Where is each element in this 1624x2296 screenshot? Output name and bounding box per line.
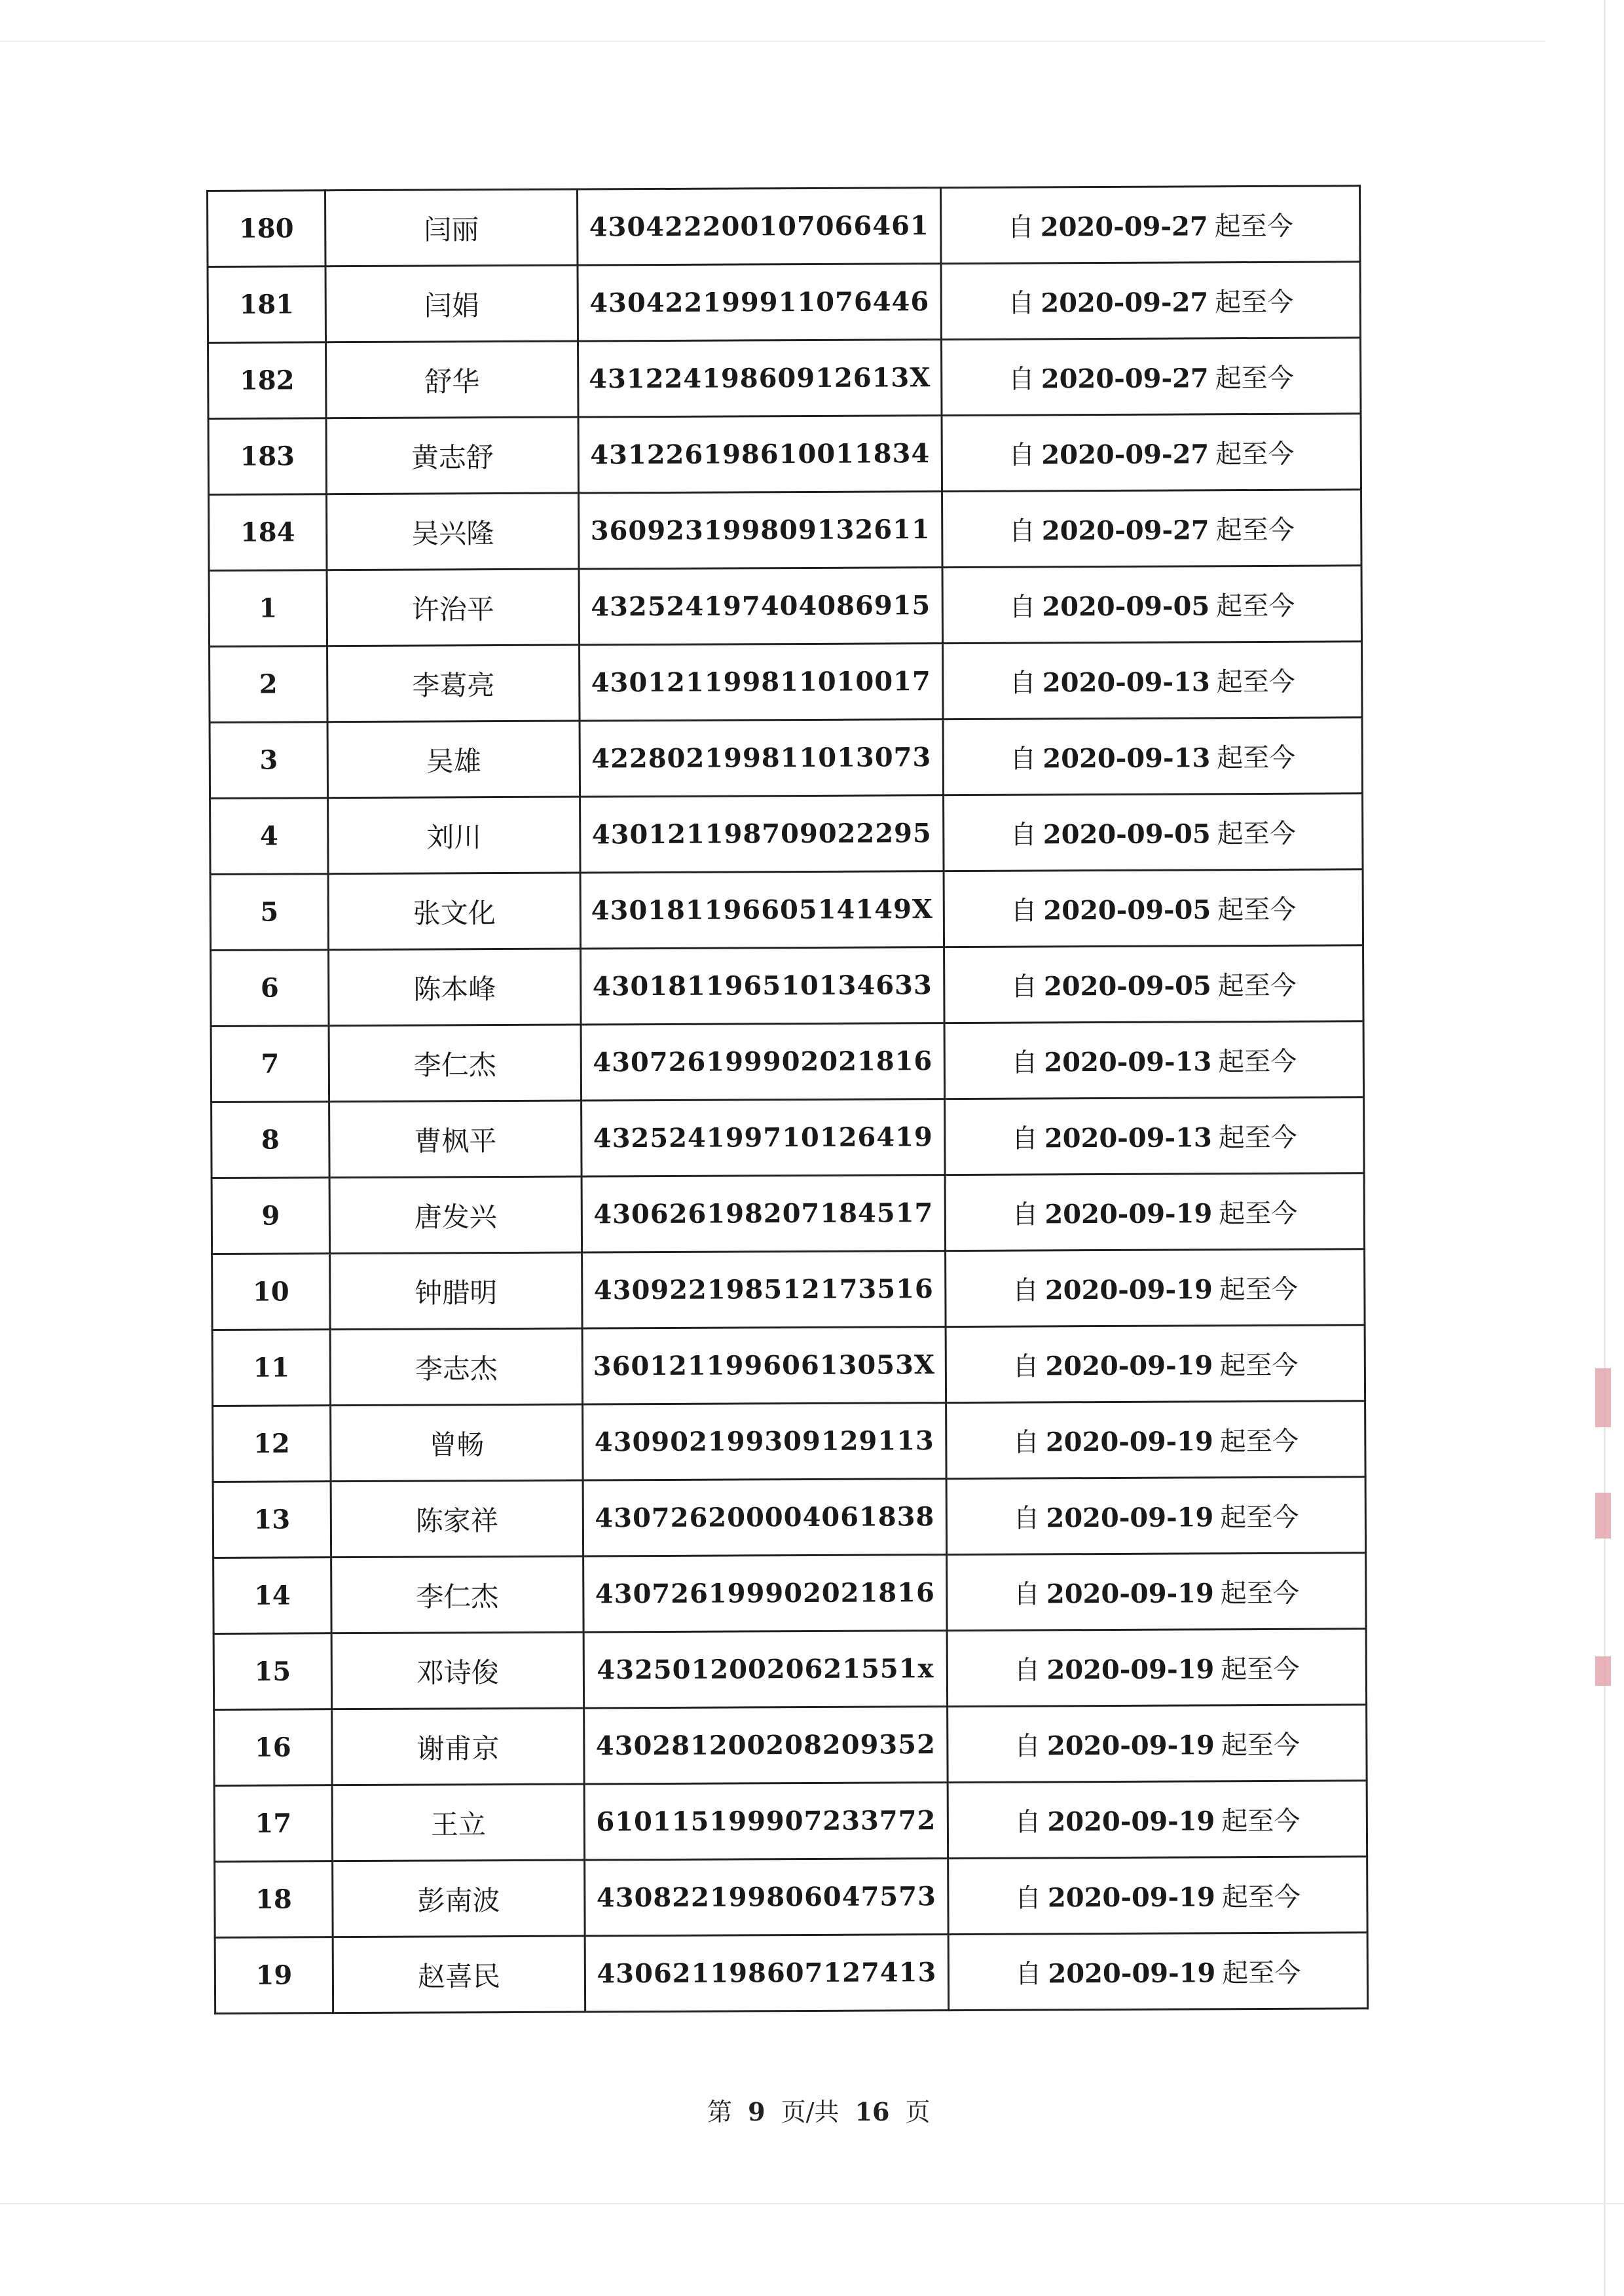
- start-date: 2020-09-13: [1044, 1122, 1212, 1154]
- date-suffix: 起至今: [1216, 591, 1295, 622]
- date-suffix: 起至今: [1215, 439, 1295, 470]
- date-suffix: 起至今: [1218, 1046, 1297, 1078]
- person-name-cell: 陈本峰: [329, 949, 581, 1026]
- row-number-cell: 14: [213, 1558, 332, 1634]
- row-number-cell: 183: [208, 418, 327, 495]
- date-suffix: 起至今: [1217, 970, 1297, 1002]
- date-range-cell: [944, 793, 1363, 871]
- table-row: [210, 718, 1362, 799]
- table-row: [212, 1173, 1364, 1254]
- table-row: [209, 490, 1361, 571]
- start-date: 2020-09-27: [1041, 515, 1209, 547]
- date-prefix: 自: [1010, 972, 1037, 1002]
- date-prefix: 自: [1015, 1959, 1042, 1990]
- table-row: [214, 1781, 1367, 1862]
- table-row: [212, 1097, 1364, 1178]
- row-number-cell: 8: [212, 1102, 330, 1178]
- date-prefix: 自: [1008, 364, 1035, 395]
- date-range-cell: [948, 1857, 1368, 1935]
- id-number-cell: 430726199902021816: [583, 1555, 948, 1632]
- table-row: [208, 338, 1361, 419]
- seal-fragment-icon: [1595, 1368, 1611, 1427]
- row-number-cell: 17: [214, 1785, 333, 1862]
- row-number-cell: 4: [210, 798, 329, 875]
- person-name-cell: 彭南波: [333, 1860, 585, 1937]
- table-row: [213, 1477, 1365, 1558]
- date-prefix: 自: [1008, 516, 1035, 547]
- row-number-cell: 18: [215, 1861, 333, 1938]
- id-number-cell: 610115199907233772: [584, 1783, 948, 1860]
- date-prefix: 自: [1010, 896, 1037, 926]
- roster-table-wrapper: [206, 185, 1367, 2014]
- table-row: [213, 1401, 1365, 1482]
- date-prefix: 自: [1013, 1503, 1040, 1534]
- date-suffix: 起至今: [1221, 1806, 1301, 1837]
- date-range-cell: [948, 1705, 1367, 1783]
- table-row: [212, 1249, 1365, 1330]
- table-row: [212, 1325, 1365, 1406]
- date-suffix: 起至今: [1221, 1882, 1301, 1913]
- table-row: [214, 1705, 1367, 1786]
- person-name-cell: 李仁杰: [329, 1025, 581, 1102]
- person-name-cell: 张文化: [328, 873, 581, 950]
- date-range-cell: [942, 566, 1362, 644]
- date-suffix: 起至今: [1217, 818, 1296, 850]
- start-date: 2020-09-27: [1040, 211, 1208, 243]
- footer-prefix: 第: [707, 2098, 733, 2126]
- table-row: [210, 869, 1363, 951]
- person-name-cell: 闫娟: [325, 265, 578, 342]
- start-date: 2020-09-19: [1047, 1882, 1215, 1914]
- person-name-cell: 李志杰: [330, 1328, 583, 1406]
- start-date: 2020-09-19: [1045, 1426, 1213, 1458]
- date-suffix: 起至今: [1219, 1274, 1298, 1305]
- date-range-cell: [944, 1021, 1364, 1099]
- table-row: [211, 945, 1363, 1027]
- table-row: [208, 262, 1360, 343]
- id-number-cell: 43250120020621551x: [583, 1631, 948, 1708]
- date-suffix: 起至今: [1219, 1350, 1299, 1381]
- table-row: [208, 186, 1360, 267]
- person-name-cell: 钟腊明: [330, 1252, 583, 1330]
- date-prefix: 自: [1014, 1731, 1041, 1762]
- id-number-cell: 430626198207184517: [581, 1175, 946, 1252]
- date-range-cell: [944, 945, 1364, 1023]
- date-range-cell: [948, 1933, 1368, 2011]
- date-suffix: 起至今: [1220, 1578, 1299, 1609]
- row-number-cell: 9: [212, 1178, 330, 1254]
- person-name-cell: 舒华: [326, 341, 579, 418]
- id-number-cell: 430121198709022295: [580, 795, 944, 873]
- person-name-cell: 谢甫京: [332, 1708, 585, 1785]
- person-name-cell: 赵喜民: [333, 1936, 585, 2013]
- person-name-cell: 李葛亮: [327, 645, 580, 722]
- date-range-cell: [947, 1553, 1367, 1631]
- date-suffix: 起至今: [1221, 1654, 1300, 1685]
- person-name-cell: 黄志舒: [326, 417, 579, 494]
- date-suffix: 起至今: [1219, 1198, 1298, 1230]
- person-name-cell: 闫丽: [325, 189, 578, 266]
- roster-table-body: [208, 186, 1368, 2014]
- row-number-cell: 181: [208, 266, 326, 343]
- start-date: 2020-09-27: [1041, 363, 1209, 395]
- person-name-cell: 刘川: [328, 797, 581, 874]
- date-suffix: 起至今: [1221, 1730, 1300, 1761]
- person-name-cell: 唐发兴: [329, 1176, 582, 1254]
- person-name-cell: 王立: [332, 1784, 585, 1861]
- date-prefix: 自: [1012, 1351, 1039, 1382]
- date-range-cell: [944, 869, 1363, 947]
- date-prefix: 自: [1012, 1275, 1039, 1306]
- row-number-cell: 2: [210, 646, 328, 723]
- start-date: 2020-09-19: [1046, 1502, 1214, 1534]
- start-date: 2020-09-05: [1043, 970, 1211, 1002]
- footer-suffix: 页: [905, 2098, 931, 2126]
- date-range-cell: [946, 1325, 1365, 1403]
- date-suffix: 起至今: [1217, 894, 1297, 926]
- scan-edge-top: [0, 41, 1545, 42]
- date-prefix: 自: [1009, 592, 1036, 623]
- date-range-cell: [946, 1477, 1366, 1555]
- id-number-cell: 43122419860912613X: [578, 340, 942, 417]
- person-name-cell: 吴兴隆: [327, 493, 580, 570]
- date-range-cell: [945, 1173, 1365, 1251]
- person-name-cell: 陈家祥: [331, 1480, 583, 1558]
- id-number-cell: 422802199811013073: [580, 720, 944, 797]
- date-range-cell: [942, 338, 1361, 416]
- start-date: 2020-09-19: [1045, 1350, 1213, 1382]
- row-number-cell: 6: [211, 950, 329, 1027]
- date-suffix: 起至今: [1219, 1426, 1299, 1457]
- table-row: [209, 566, 1361, 647]
- date-suffix: 起至今: [1218, 1122, 1297, 1154]
- id-number-cell: 430181196510134633: [581, 947, 945, 1025]
- start-date: 2020-09-27: [1041, 287, 1209, 319]
- footer-middle: 页/共: [781, 2098, 840, 2126]
- start-date: 2020-09-27: [1041, 439, 1209, 471]
- date-prefix: 自: [1010, 744, 1037, 774]
- id-number-cell: 430902199309129113: [583, 1403, 947, 1480]
- id-number-cell: 430822199806047573: [585, 1859, 949, 1936]
- start-date: 2020-09-05: [1043, 818, 1211, 850]
- table-row: [210, 642, 1362, 723]
- date-range-cell: [946, 1401, 1366, 1479]
- table-row: [211, 1021, 1363, 1102]
- row-number-cell: 180: [208, 191, 326, 267]
- date-prefix: 自: [1008, 288, 1035, 319]
- date-range-cell: [946, 1249, 1365, 1327]
- footer-page-number: 9: [748, 2097, 766, 2126]
- date-range-cell: [940, 186, 1360, 264]
- row-number-cell: 15: [213, 1633, 332, 1710]
- date-suffix: 起至今: [1222, 1958, 1301, 1989]
- date-range-cell: [943, 642, 1363, 720]
- page-footer: [707, 2092, 931, 2128]
- person-name-cell: 李仁杰: [331, 1556, 584, 1633]
- start-date: 2020-09-19: [1047, 1806, 1215, 1838]
- date-range-cell: [945, 1097, 1365, 1175]
- date-prefix: 自: [1011, 1123, 1038, 1154]
- date-prefix: 自: [1012, 1199, 1039, 1230]
- id-number-cell: 430726200004061838: [583, 1479, 947, 1556]
- row-number-cell: 7: [211, 1026, 329, 1102]
- date-range-cell: [943, 718, 1363, 795]
- id-number-cell: 430621198607127413: [585, 1935, 949, 2012]
- person-name-cell: 许治平: [327, 569, 580, 646]
- start-date: 2020-09-05: [1042, 591, 1210, 623]
- start-date: 2020-09-19: [1046, 1578, 1214, 1610]
- table-row: [215, 1933, 1367, 2014]
- scan-edge-right: [1604, 0, 1606, 2296]
- table-row: [208, 414, 1361, 495]
- start-date: 2020-09-19: [1044, 1198, 1213, 1230]
- date-range-cell: [947, 1629, 1367, 1707]
- start-date: 2020-09-19: [1046, 1730, 1215, 1762]
- id-number-cell: 430922198512173516: [582, 1251, 946, 1328]
- id-number-cell: 36012119960613053X: [582, 1327, 946, 1404]
- date-suffix: 起至今: [1215, 287, 1294, 318]
- row-number-cell: 182: [208, 342, 327, 419]
- roster-table: [206, 185, 1369, 2014]
- date-prefix: 自: [1014, 1807, 1041, 1838]
- row-number-cell: 13: [213, 1482, 331, 1558]
- date-prefix: 自: [1013, 1579, 1041, 1610]
- date-range-cell: [941, 262, 1361, 340]
- id-number-cell: 432524199710126419: [581, 1099, 946, 1176]
- row-number-cell: 5: [210, 874, 329, 951]
- id-number-cell: 430281200208209352: [584, 1707, 948, 1784]
- date-suffix: 起至今: [1214, 211, 1293, 242]
- footer-total-pages: 16: [855, 2097, 890, 2126]
- start-date: 2020-09-05: [1043, 894, 1211, 926]
- date-prefix: 自: [1014, 1655, 1041, 1686]
- table-row: [210, 793, 1363, 875]
- table-row: [213, 1629, 1366, 1710]
- id-number-cell: 430726199902021816: [581, 1023, 945, 1101]
- id-number-cell: 431226198610011834: [578, 416, 942, 493]
- scan-edge-bottom: [0, 2203, 1624, 2204]
- row-number-cell: 3: [210, 722, 328, 799]
- date-suffix: 起至今: [1215, 363, 1294, 394]
- id-number-cell: 360923199809132611: [579, 492, 943, 569]
- person-name-cell: 吴雄: [327, 721, 580, 798]
- date-range-cell: [942, 414, 1361, 492]
- person-name-cell: 曾畅: [331, 1404, 583, 1482]
- date-prefix: 自: [1010, 820, 1037, 850]
- row-number-cell: 12: [213, 1406, 331, 1482]
- table-row: [215, 1857, 1367, 1938]
- seal-fragment-icon: [1595, 1493, 1611, 1539]
- row-number-cell: 16: [214, 1709, 333, 1786]
- seal-fragment-icon: [1595, 1656, 1611, 1686]
- row-number-cell: 1: [209, 570, 327, 647]
- date-suffix: 起至今: [1216, 666, 1295, 698]
- row-number-cell: 184: [209, 494, 327, 571]
- date-suffix: 起至今: [1215, 515, 1295, 546]
- id-number-cell: 430121199811010017: [580, 644, 944, 721]
- date-range-cell: [948, 1781, 1367, 1859]
- row-number-cell: 10: [212, 1254, 331, 1330]
- start-date: 2020-09-13: [1044, 1046, 1212, 1078]
- start-date: 2020-09-19: [1048, 1958, 1216, 1990]
- date-prefix: 自: [1008, 440, 1035, 471]
- start-date: 2020-09-13: [1042, 666, 1210, 699]
- date-prefix: 自: [1012, 1427, 1040, 1458]
- id-number-cell: 432524197404086915: [579, 568, 943, 645]
- date-range-cell: [942, 490, 1362, 568]
- date-prefix: 自: [1009, 668, 1036, 699]
- date-prefix: 自: [1014, 1883, 1042, 1914]
- start-date: 2020-09-19: [1046, 1654, 1215, 1686]
- person-name-cell: 曹枫平: [329, 1101, 582, 1178]
- id-number-cell: 430422200107066461: [578, 188, 942, 265]
- date-prefix: 自: [1011, 1048, 1038, 1078]
- row-number-cell: 19: [215, 1937, 333, 2014]
- date-suffix: 起至今: [1220, 1502, 1299, 1533]
- person-name-cell: 邓诗俊: [331, 1632, 584, 1709]
- start-date: 2020-09-13: [1043, 742, 1211, 774]
- start-date: 2020-09-19: [1044, 1274, 1213, 1306]
- date-suffix: 起至今: [1217, 742, 1296, 774]
- table-row: [213, 1553, 1366, 1634]
- date-prefix: 自: [1007, 212, 1034, 243]
- id-number-cell: 43018119660514149X: [580, 871, 944, 949]
- id-number-cell: 430422199911076446: [578, 264, 942, 341]
- row-number-cell: 11: [212, 1330, 331, 1406]
